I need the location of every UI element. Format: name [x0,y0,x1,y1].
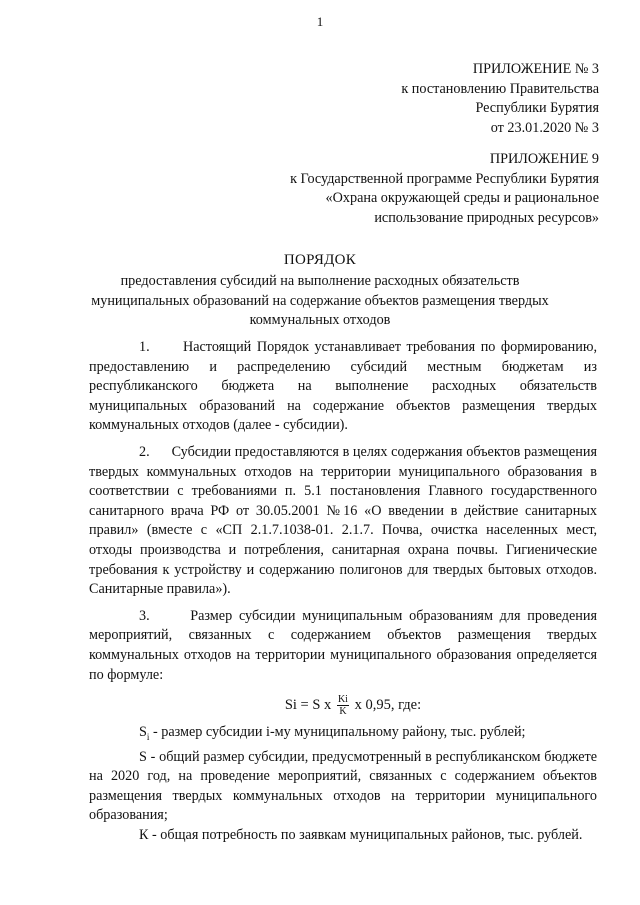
appendix-3-line-3: от 23.01.2020 № 3 [490,119,599,136]
formula-denominator: K [339,706,347,718]
appendix-9-line-3: использование природных ресурсов» [374,209,599,226]
definition-k: К - общая потребность по заявкам муниципальных районов, тыс. рублей. [139,826,583,843]
appendix-3-title: ПРИЛОЖЕНИЕ № 3 [472,61,599,77]
formula [109,694,597,717]
document-title: ПОРЯДОК [283,252,357,268]
definition-si-symbol: S [139,724,147,741]
appendix-3-line-2: Республики Бурятия [475,100,599,116]
paragraph-3: 3. Размер субсидии муниципальным образованиям для проведения мероприятий, связанных с содержанием объектов размещения твердых коммунальных отходов на территории муниципального образования определяется по формуле: [89,607,597,683]
document-subtitle: предоставления субсидий на выполнение расходных обязательств муниципальных образований на содержание объектов размещения твердых коммунальных отходов [91,273,549,328]
appendix-9-line-2: «Охрана окружающей среды и рациональное [325,190,599,206]
paragraph-2: 2. Субсидии предоставляются в целях содержания объектов размещения твердых коммунальных отходов на территории муниципального образования в соответствии с требованиями п. 5.1 постановления Главного государственного санитарного врача РФ от 30.05.2001 №16 «О введении в действие санитарных правил» (вместе с «СП 2.1.7.1038-01. 2.1.7. Почва, очистка населенных мест, отходы производства и потребления, санитарная охрана почвы. Гигиенические требования к устройству и содержанию полигонов для твердых бытовых отходов. Санитарные правила»). [89,443,597,598]
appendix-3-line-1: к постановлению Правительства [401,80,599,97]
appendix-9-title: ПРИЛОЖЕНИЕ 9 [489,151,599,167]
paragraph-1: 1. Настоящий Порядок устанавливает требования по формированию, предоставлению и распределению субсидий местным бюджетам из республиканского бюджета на выполнение расходных обязательств муниципальных образований на содержание объектов размещения твердых коммунальных отходов (далее - субсидии). [89,339,597,434]
page-number: 1 [316,14,324,29]
document-body [89,338,597,845]
definition-si [89,723,597,747]
formula-fraction [337,694,349,717]
formula-numerator: Ki [337,694,348,706]
definition-s: S - общий размер субсидии, предусмотренный в республиканском бюджете на 2020 год, на проведение мероприятий, связанных с содержанием объектов размещения твердых коммунальных отходов на территории муниципального образования; [89,748,597,824]
definition-si-text: - размер субсидии i-му муниципальному району, тыс. рублей; [149,724,526,741]
appendix-9-line-1: к Государственной программе Республики Бурятия [290,170,599,187]
appendix-9-header [290,150,599,228]
formula-rhs: x 0,95, где: [354,696,422,713]
appendix-3-header [401,60,599,138]
definition-si-subscript: i [146,731,150,742]
formula-lhs: Si = S x [284,696,332,713]
